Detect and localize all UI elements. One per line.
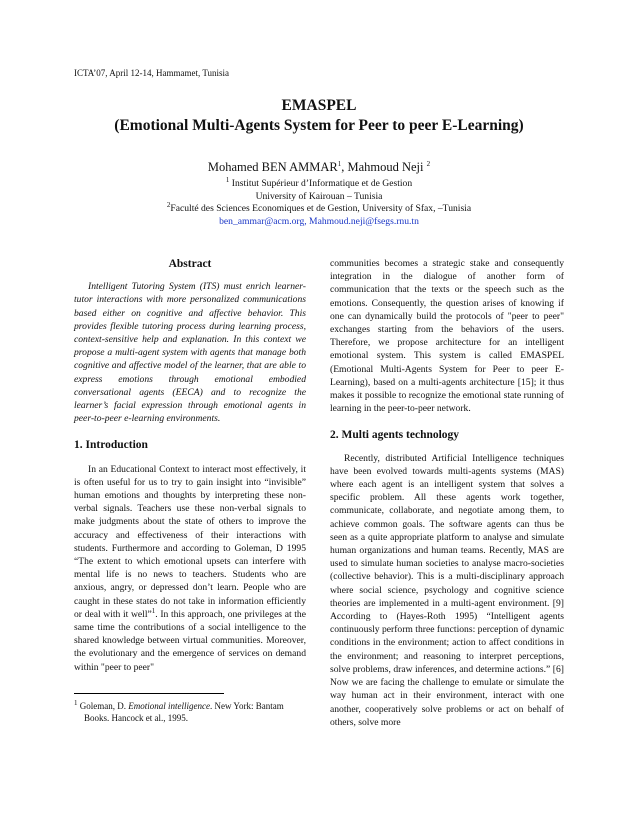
footnote-publisher-b: Books. Hancock et al., 1995.	[84, 713, 188, 723]
footnote-publisher-a: . New York: Bantam	[209, 701, 284, 711]
email-separator: ,	[304, 216, 310, 227]
affiliation-1-institute: Institut Supérieur d’Informatique et de Gestion	[231, 178, 413, 189]
right-column	[330, 257, 564, 729]
affiliation-2	[60, 200, 578, 214]
section-2-paragraph: Recently, distributed Artificial Intelligence techniques have been evolved towards multi-agents systems (MAS) where each agent is an intelligent system that solves a specific problem. All these agents work together, communicate, collaborate, and negotiate among them, to achieve common goals. The software agents can thus be seen as a quite appropriate platform to analyse and simulate human organizations and human teams. Recently, MAS are used to simulate human societies to analyse macro-societies (collective behavior). This is a multi-disciplinary approach where social science, psychology and cognitive science theories are implemented in a multi-agent environment. [9] According to (Hayes-Roth 1995) “Intelligent agents continuously perform three functions: perception of dynamic conditions in the environment; action to affect conditions in the environment; and reasoning to interpret perceptions, solve problems, draw inferences, and determine actions.” [6] Now we are facing the challenge to emulate or simulate the way human act in their environment, interact with one another, cooperatively solve problems or act on behalf of others, solve more	[330, 452, 564, 728]
author-line: Mohamed BEN AMMAR$^1$, Mahmoud Neji $^2$	[207, 159, 431, 174]
section-1-text-part-2: . In this approach, one privileges at the same time the contributions of a social intelligence to the shared knowledge between virtual communities. Moreover, the evolutionary and the emergence of services on demand within "peer to peer"	[74, 608, 306, 673]
section-1-text-part-1: In an Educational Context to interact most effectively, it is often useful for us to try to gain insight into “invisible” human emotions and thoughts by interpreting these non-verbal signals. Teachers use these non-verbal signals to make judgments about the state of others to improve the accuracy and effectiveness of their interactions with students. Furthermore and according to Goleman, D 1995 “The extent to which emotional upsets can interfere with mental life is no news to teachers. Students who are anxious, angry, or depressed don’t learn. People who are caught in these states do not take in information efficiently or deal with it well”	[74, 463, 306, 620]
paper-title-short: EMASPEL	[281, 97, 357, 114]
email-link-1[interactable]: ben_ammar@acm.org	[219, 216, 305, 227]
footnote-rule	[74, 693, 224, 694]
author-1: Mohamed BEN AMMAR	[207, 160, 338, 174]
section-2-heading: 2. Multi agents technology	[330, 429, 460, 442]
right-column-continuation: communities becomes a strategic stake and consequently integration in the dialogue of another form of communication that the texts or the speech such as the emotions. Consequently, the question arises of knowing if one can dynamically build the protocols of "peer to peer" exchanges starting from the behaviors of the users. Therefore, we propose architecture for an intelligent emotional system. This system is called EMASPEL (Emotional Multi-Agents System for Peer to peer E-Learning), based on a multi-agents architecture [15]; it thus makes it possible to recognize the emotional state running of learning in the peer-to-peer network.	[330, 258, 564, 415]
email-link-2[interactable]: Mahmoud.neji@fsegs.rnu.tn	[309, 216, 419, 227]
author-2-affil-mark: 2	[426, 159, 431, 168]
author-1-affil-mark: 1	[337, 159, 342, 168]
footnote-author: Goleman, D.	[79, 701, 126, 711]
affiliation-2-institute: Faculté des Sciences Economiques et de Gestion, University of Sfax, –Tunisia	[170, 203, 472, 214]
title-block	[60, 96, 578, 136]
footnote-number: 1	[74, 699, 78, 707]
author-2: Mahmoud Neji	[347, 160, 424, 174]
author-emails	[60, 216, 578, 227]
left-column	[74, 258, 306, 674]
footnote-ref-1[interactable]: 1	[151, 606, 156, 615]
section-1-paragraph	[74, 463, 306, 674]
abstract-text: Intelligent Tutoring System (ITS) must enrich learner-tutor interactions with more personalized communications based either on cognitive and affective behavior. This provides flexible tutoring process during learning process, context-sensitive help and explanation. In this context we propose a multi-agent system with agents that manage both cognitive and affective model of the learner, that are able to express emotions through emotional embodied conversational agents (EECA) and to recognize the learner’s facial expression through emotional agents in peer-to-peer e-learning environments.	[74, 281, 306, 425]
footnote-1	[74, 700, 306, 724]
footnote-title: Emotional intelligence	[128, 701, 210, 711]
paper-title-full: (Emotional Multi-Agents System for Peer to peer E-Learning)	[114, 117, 524, 134]
section-1-heading: 1. Introduction	[74, 439, 148, 452]
affiliation-1-line-2: University of Kairouan – Tunisia	[255, 191, 383, 202]
running-head: ICTA’07, April 12-14, Hammamet, Tunisia	[74, 68, 230, 78]
affiliation-1-mark: 1	[225, 175, 230, 184]
affiliation-1-line-1	[60, 175, 578, 189]
abstract-heading: Abstract	[168, 258, 212, 270]
affiliation-2-mark: 2	[166, 200, 171, 209]
